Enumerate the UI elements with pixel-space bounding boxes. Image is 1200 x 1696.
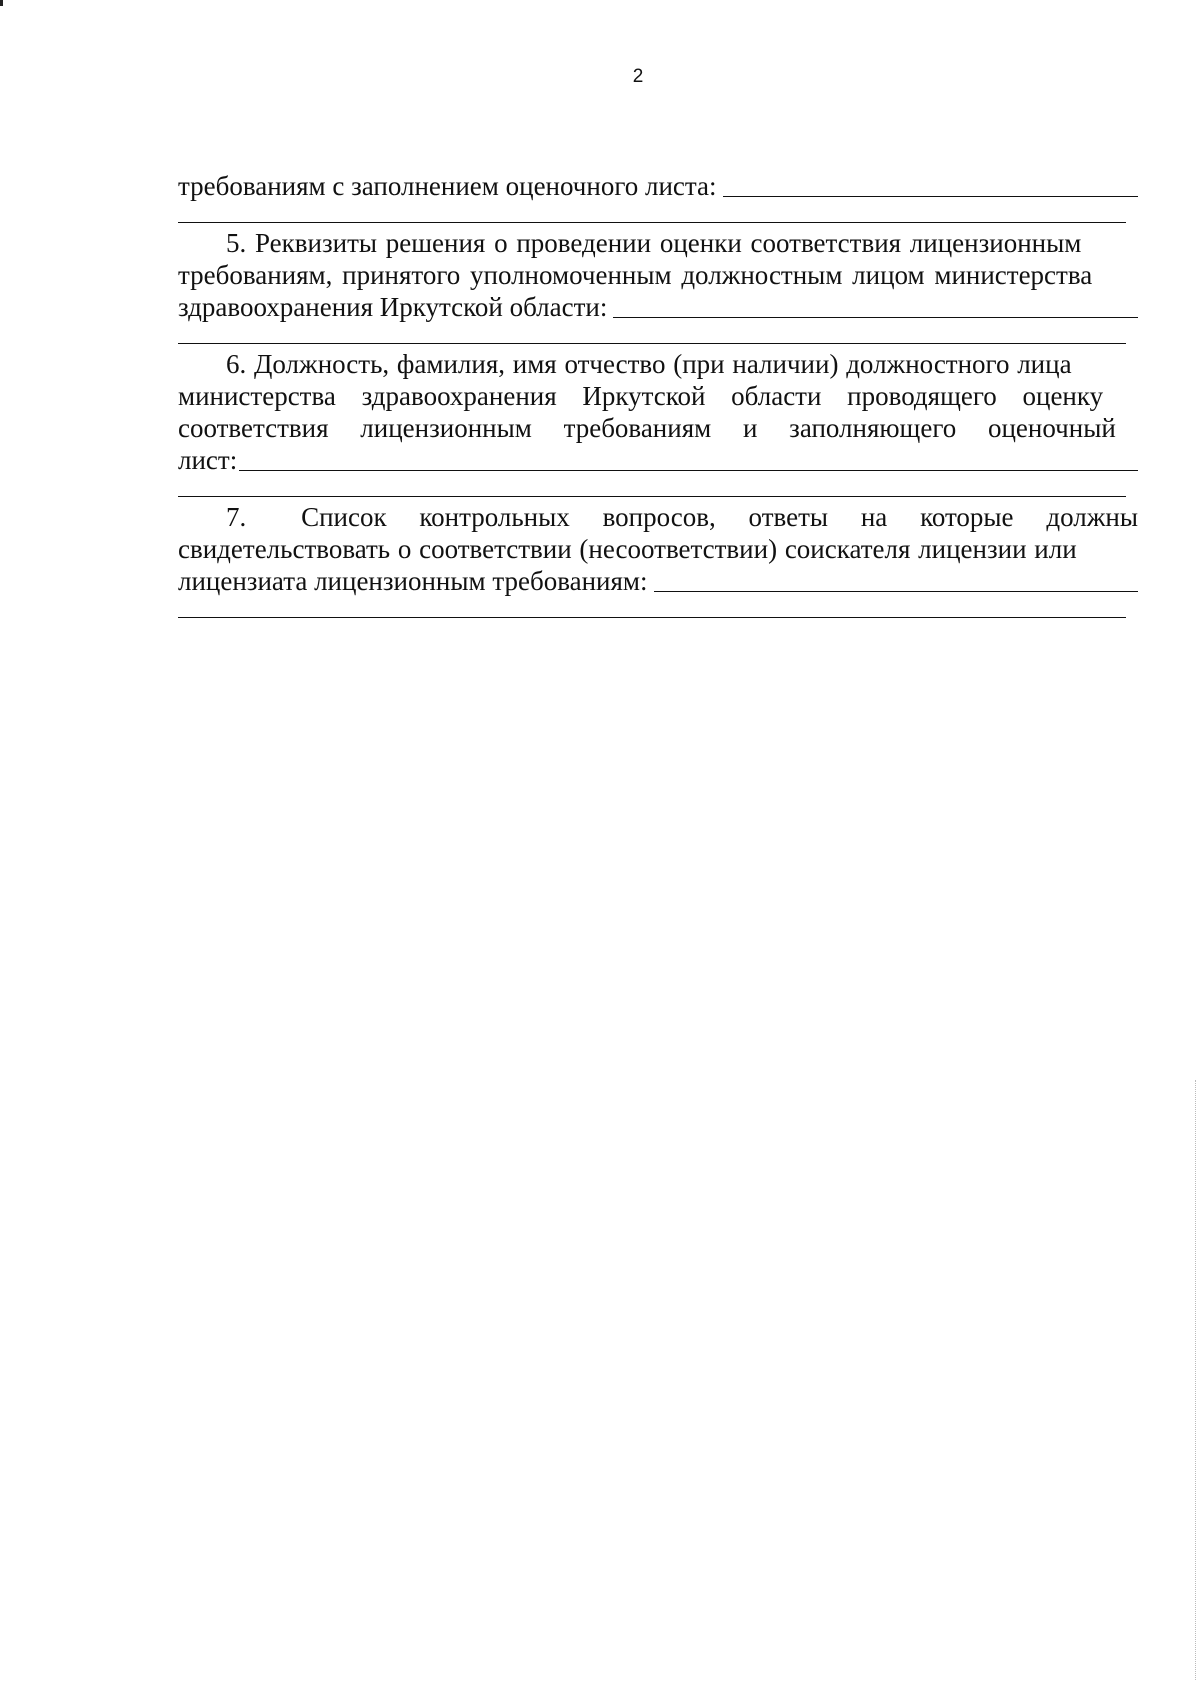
section-6-text-3: соответствия лицензионным требованиям и заполняющего оценочный — [178, 413, 1116, 443]
section-5-blank-line[interactable] — [178, 323, 1126, 344]
scan-artifact — [0, 0, 3, 6]
section-7-text-2: свидетельствовать о соответствии (несоответствии) соискателя лицензии или — [178, 534, 1077, 564]
section-7-word-2: контрольных — [419, 502, 570, 532]
section-6-blank-line[interactable] — [178, 476, 1126, 497]
section-4-text: требованиям с заполнением оценочного листа: — [178, 171, 717, 201]
section-6-text-1: 6. Должность, фамилия, имя отчество (при наличии) должностного лица — [226, 349, 1072, 379]
section-7-line-2 — [178, 533, 1138, 565]
section-7-line-1 — [178, 501, 1138, 533]
scan-edge-artifact — [1194, 1080, 1196, 1680]
section-5-text-3: здравоохранения Иркутской области: — [178, 292, 608, 322]
section-5-fill-line[interactable] — [613, 316, 1138, 318]
section-5-line-3 — [178, 291, 1138, 323]
section-4-fill-line[interactable] — [723, 195, 1138, 197]
section-6-line-1 — [178, 348, 1138, 380]
section-6-text-4: лист: — [178, 445, 238, 475]
section-7-number: 7. — [226, 502, 247, 532]
section-6-line-4 — [178, 444, 1138, 476]
section-7-word-6: которые — [920, 502, 1014, 532]
section-6-line-3 — [178, 412, 1138, 444]
section-4-blank-line[interactable] — [178, 202, 1126, 223]
section-7-blank-line[interactable] — [178, 597, 1126, 618]
section-4-tail — [178, 170, 1138, 202]
section-6-fill-line[interactable] — [239, 469, 1138, 471]
section-5-line-1 — [178, 227, 1138, 259]
section-5-text-1: 5. Реквизиты решения о проведении оценки соответствия лицензионным — [226, 228, 1082, 258]
section-7-word-4: ответы — [748, 502, 829, 532]
section-7-text-3: лицензиата лицензионным требованиям: — [178, 566, 648, 596]
section-6-text-2: министерства здравоохранения Иркутской области проводящего оценку — [178, 381, 1104, 411]
section-7-word-5: на — [860, 502, 888, 532]
section-7-fill-line[interactable] — [654, 590, 1139, 592]
section-5-line-2 — [178, 259, 1138, 291]
section-5-text-2: требованиям, принятого уполномоченным должностным лицом министерства — [178, 260, 1093, 290]
page-number: 2 — [632, 66, 644, 87]
section-7-word-7: должны — [1046, 502, 1138, 532]
section-7-word-1: Список — [301, 502, 387, 532]
section-7-word-3: вопросов, — [602, 502, 716, 532]
document-body — [178, 170, 1138, 622]
section-7-line-3 — [178, 565, 1138, 597]
section-6-line-2 — [178, 380, 1138, 412]
